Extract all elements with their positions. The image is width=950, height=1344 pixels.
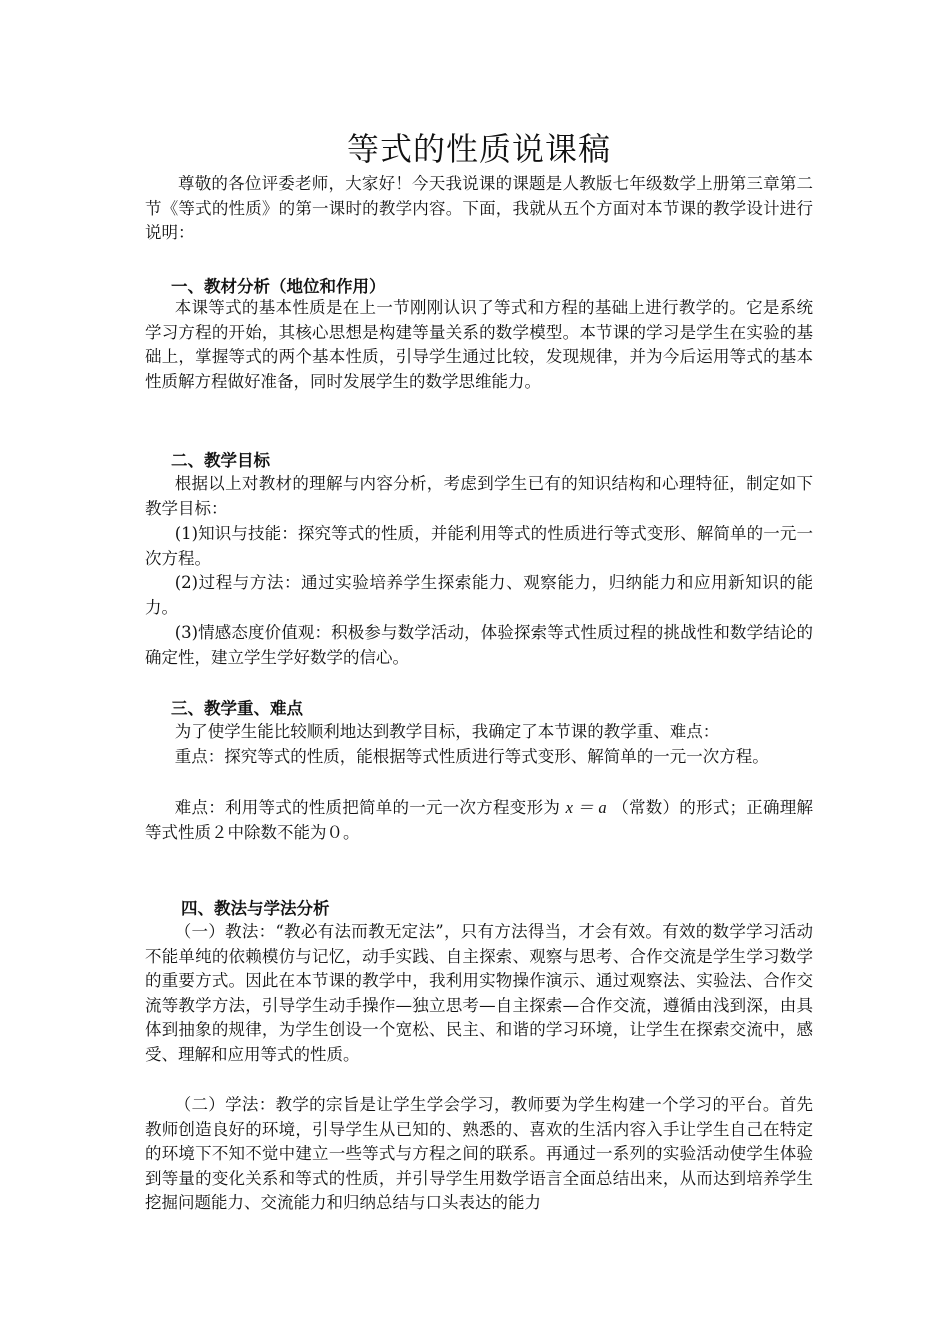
difficulty-math: x ＝ a: [565, 798, 607, 817]
document-page: [145, 0, 813, 1344]
section2-goal3: (3)情感态度价值观：积极参与数学活动，体验探索等式性质过程的挑战性和数学结论的确定性，建立学生学好数学的信心。: [145, 623, 813, 667]
section3-intro: 为了使学生能比较顺利地达到教学目标，我确定了本节课的教学重、难点：: [174, 722, 720, 741]
intro-paragraph: 尊敬的各位评委老师，大家好！今天我说课的课题是人教版七年级数学上册第三章第二节《等式的性质》的第一课时的教学内容。下面，我就从五个方面对本节课的教学设计进行说明：: [145, 174, 813, 242]
document-title: 等式的性质说课稿: [346, 130, 611, 168]
section1-heading: 一、教材分析（地位和作用）: [171, 277, 386, 296]
section3-key-point: 重点：探究等式的性质，能根据等式性质进行等式变形、解简单的一元一次方程。: [174, 747, 769, 766]
section2-heading: 二、教学目标: [171, 451, 270, 470]
difficulty-suffix: （常数）的形式；正确理解等式性质２中除数不能为０。: [145, 798, 814, 842]
section4-heading: 四、教法与学法分析: [181, 899, 330, 918]
section4-learning: （二）学法：教学的宗旨是让学生学会学习，教师要为学生构建一个学习的平台。首先教师创造良好的环境，引导学生从已知的、熟悉的、喜欢的生活内容入手让学生自己在特定的环境下不知不觉中建立一些等式与方程之间的联系。再通过一系列的实验活动使学生体验到等量的变化关系和等式的性质，并引导学生用数学语言全面总结出来，从而达到培养学生挖掘问题能力、交流能力和归纳总结与口头表达的能力: [145, 1095, 813, 1212]
section2-goal2: (2)过程与方法：通过实验培养学生探索能力、观察能力，归纳能力和应用新知识的能力。: [145, 573, 813, 617]
section3-difficulty: [145, 796, 813, 845]
section1-body: 本课等式的基本性质是在上一节刚刚认识了等式和方程的基础上进行教学的。它是系统学习方程的开始，其核心思想是构建等量关系的数学模型。本节课的学习是学生在实验的基础上，掌握等式的两个基本性质，引导学生通过比较，发现规律，并为今后运用等式的基本性质解方程做好准备，同时发展学生的数学思维能力。: [145, 298, 813, 391]
section4-method: （一）教法：“教必有法而教无定法”，只有方法得当，才会有效。有效的数学学习活动不能单纯的依赖模仿与记忆，动手实践、自主探索、观察与思考、合作交流是学生学习数学的重要方式。因此在本节课的教学中，我利用实物操作演示、通过观察法、实验法、合作交流等教学方法，引导学生动手操作—独立思考—自主探索—合作交流，遵循由浅到深，由具体到抽象的规律，为学生创设一个宽松、民主、和谐的学习环境，让学生在探索交流中，感受、理解和应用等式的性质。: [145, 922, 813, 1064]
section3-heading: 三、教学重、难点: [171, 699, 303, 718]
difficulty-prefix: 难点：利用等式的性质把简单的一元一次方程变形为: [174, 798, 561, 817]
section2-goal1: (1)知识与技能：探究等式的性质，并能利用等式的性质进行等式变形、解简单的一元一次方程。: [145, 524, 813, 568]
section2-intro: 根据以上对教材的理解与内容分析，考虑到学生已有的知识结构和心理特征，制定如下教学目标：: [145, 474, 813, 518]
